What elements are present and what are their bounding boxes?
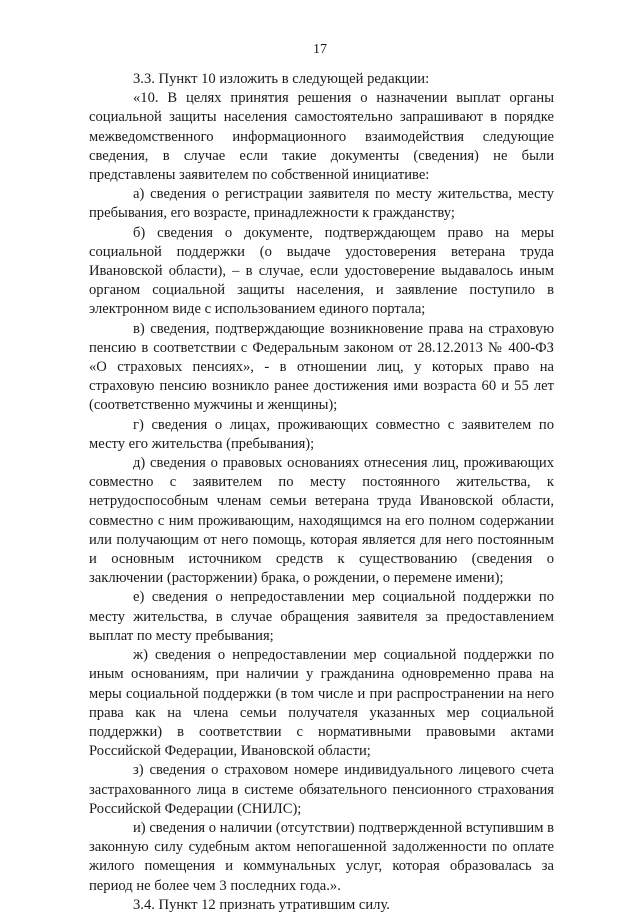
paragraph-3-3: 3.3. Пункт 10 изложить в следующей редакции:	[133, 71, 430, 87]
paragraph-3-4: 3.4. Пункт 12 признать утратившим силу.	[133, 896, 390, 913]
paragraph-item-e: е) сведения о непредоставлении мер социальной поддержки по месту жительства, в случае обращения заявителя за предоставлением выплат по месту пребывания;	[89, 589, 554, 644]
paragraph-item-d: д) сведения о правовых основаниях отнесения лиц, проживающих совместно с заявителем по месту постоянного жительства, к нетрудоспособным членам семьи ветерана труда Ивановской области, совместно с ним проживающим, находящимся на его полном содержании или получающим от него помощь, которая является для него постоянным и основным источником средств к существованию (сведения о заключении (расторжении) брака, о рождении, о перемене имени);	[89, 455, 554, 587]
paragraph-item-a: а) сведения о регистрации заявителя по месту жительства, месту пребывания, его возрасте, принадлежности к гражданству;	[89, 186, 554, 222]
paragraph-item-b: б) сведения о документе, подтверждающем право на меры социальной поддержки (о выдаче удостоверения ветерана труда Ивановской области), – в случае, если удостоверение выдавалось иным органом социальной защиты населения, и заявление поступило в электронном виде с использованием единого портала;	[89, 224, 554, 318]
paragraph-item-v: в) сведения, подтверждающие возникновение права на страховую пенсию в соответствии с Федеральным законом от 28.12.2013 № 400-ФЗ «О страховых пенсиях», - в отношении лиц, у которых право на страховую пенсию возникло ранее достижения ими возраста 60 и 55 лет (соответственно мужчины и женщины);	[89, 320, 554, 414]
paragraph-item-i: и) сведения о наличии (отсутствии) подтвержденной вступившим в законную силу судебным актом непогашенной задолженности по оплате жилого помещения и коммунальных услуг, которая образовалась за период не более чем 3 последних года.».	[89, 819, 554, 894]
paragraph-item-z: з) сведения о страховом номере индивидуального лицевого счета застрахованного лица в системе обязательного пенсионного страхования Российской Федерации (СНИЛС);	[89, 762, 554, 817]
document-body	[89, 70, 554, 915]
page-number: 17	[313, 42, 327, 57]
paragraph-10-intro: «10. В целях принятия решения о назначении выплат органы социальной защиты населения самостоятельно запрашивают в порядке межведомственного информационного взаимодействия следующие сведения, в случае если такие документы (сведения) не были представлены заявителем по собственной инициативе:	[89, 90, 554, 184]
paragraph-item-g: г) сведения о лицах, проживающих совместно с заявителем по месту его жительства (пребывания);	[89, 416, 554, 452]
paragraph-item-zh: ж) сведения о непредоставлении мер социальной поддержки по иным основаниям, при наличии у гражданина одновременно права на меры социальной поддержки (в том числе и при распространении на него права как на члена семьи получателя указанных мер социальной поддержки) в соответствии с нормативными правовыми актами Российской Федерации, Ивановской области;	[89, 647, 554, 760]
